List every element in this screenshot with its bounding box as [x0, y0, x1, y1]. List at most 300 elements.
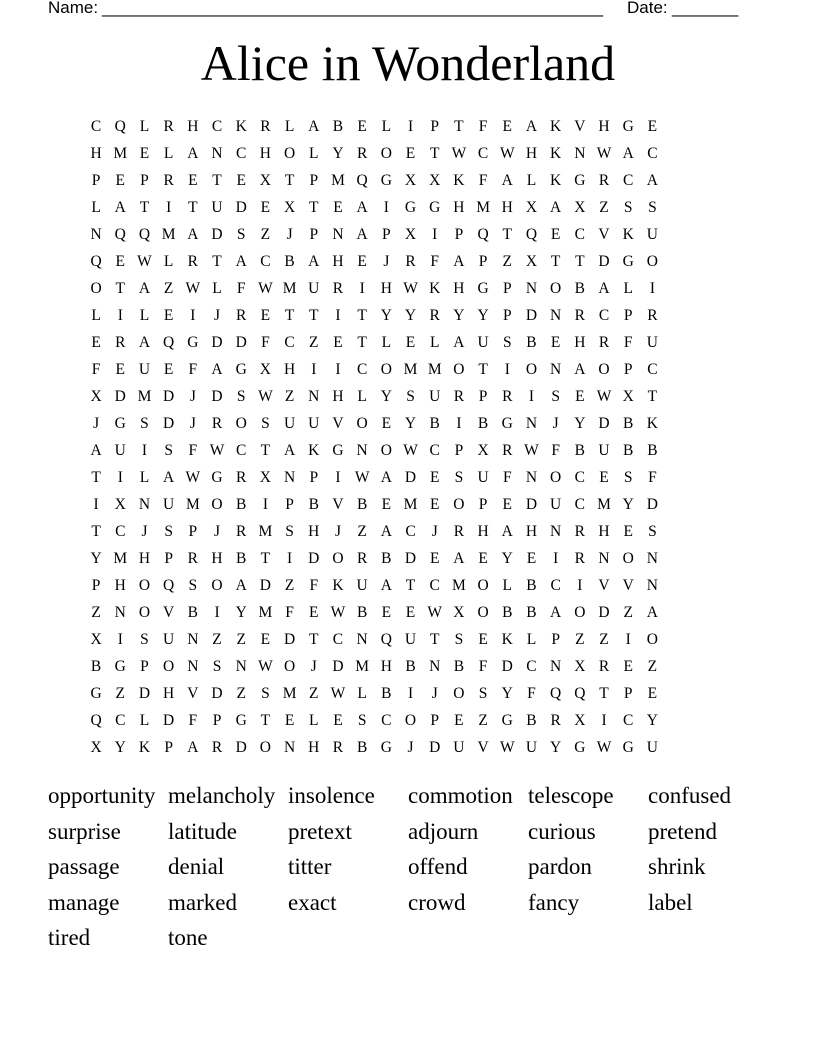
grid-letter: A: [235, 253, 247, 270]
grid-letter: G: [622, 253, 634, 270]
grid-letter: X: [259, 361, 271, 378]
grid-letter: P: [623, 307, 633, 324]
grid-letter: X: [429, 172, 441, 189]
grid-letter: H: [308, 739, 320, 756]
grid-letter: W: [330, 685, 346, 702]
grid-letter: H: [525, 145, 538, 162]
grid-letter: J: [286, 226, 293, 243]
grid-row: [84, 302, 734, 329]
grid-letter: O: [90, 280, 102, 297]
grid-row: [84, 653, 734, 680]
grid-letter: M: [403, 496, 418, 513]
word-list: [48, 778, 768, 956]
grid-letter: P: [478, 388, 488, 405]
grid-letter: B: [381, 685, 392, 702]
grid-letter: R: [356, 145, 368, 162]
grid-letter: U: [477, 334, 489, 351]
grid-letter: O: [646, 631, 658, 648]
word-list-item: fancy: [528, 889, 580, 915]
grid-letter: L: [526, 631, 537, 648]
grid-letter: W: [258, 388, 273, 405]
grid-letter: W: [185, 280, 201, 297]
word-list-item: telescope: [528, 783, 614, 808]
name-blank-line: _____________________________________________________: [102, 0, 604, 17]
grid-letter: I: [649, 280, 655, 297]
grid-letter: U: [525, 739, 538, 756]
grid-letter: L: [163, 253, 174, 270]
grid-letter: E: [381, 415, 392, 432]
grid-letter: B: [429, 415, 440, 432]
grid-letter: C: [477, 145, 489, 162]
grid-letter: A: [574, 361, 586, 378]
grid-letter: Y: [501, 685, 513, 702]
word-list-item: tone: [168, 925, 208, 950]
word-list-item: pardon: [528, 854, 592, 879]
grid-letter: G: [574, 172, 586, 189]
grid-letter: O: [404, 712, 417, 729]
grid-letter: O: [235, 415, 247, 432]
grid-letter: X: [453, 604, 465, 621]
grid-letter: T: [357, 334, 367, 351]
grid-letter: B: [308, 496, 319, 513]
grid-letter: D: [404, 469, 417, 486]
grid-letter: X: [525, 253, 538, 270]
grid-letter: A: [235, 577, 247, 594]
grid-letter: Y: [404, 307, 417, 324]
grid-letter: R: [598, 334, 610, 351]
grid-letter: Y: [501, 550, 513, 567]
grid-letter: G: [380, 739, 392, 756]
grid-letter: A: [356, 226, 368, 243]
grid-letter: Q: [90, 253, 102, 270]
grid-letter: K: [501, 631, 513, 648]
grid-letter: R: [598, 658, 610, 675]
grid-letter: A: [646, 172, 658, 189]
grid-letter: Z: [91, 604, 101, 621]
grid-letter: I: [190, 307, 196, 324]
grid-letter: Z: [260, 226, 271, 243]
grid-letter: S: [236, 388, 246, 405]
grid-letter: V: [332, 415, 344, 432]
grid-letter: H: [163, 685, 175, 702]
grid-letter: T: [260, 712, 271, 729]
grid-letter: E: [115, 361, 126, 378]
grid-letter: N: [598, 550, 610, 567]
grid-letter: X: [574, 199, 586, 216]
grid-letter: H: [453, 199, 465, 216]
grid-letter: K: [332, 577, 344, 594]
grid-letter: U: [163, 631, 175, 648]
grid-letter: L: [139, 469, 150, 486]
grid-row: [84, 356, 734, 383]
grid-letter: S: [623, 199, 633, 216]
grid-letter: R: [574, 523, 586, 540]
grid-letter: E: [309, 604, 319, 621]
grid-letter: N: [646, 550, 658, 567]
grid-letter: R: [429, 307, 440, 324]
grid-letter: M: [403, 361, 418, 378]
grid-letter: W: [330, 604, 346, 621]
grid-letter: G: [477, 280, 489, 297]
grid-letter: G: [501, 415, 513, 432]
grid-letter: R: [356, 550, 368, 567]
grid-letter: P: [382, 226, 391, 243]
grid-letter: H: [332, 253, 344, 270]
grid-letter: A: [646, 604, 658, 621]
grid-letter: A: [356, 199, 368, 216]
grid-letter: B: [502, 604, 513, 621]
grid-letter: A: [138, 334, 151, 351]
grid-letter: B: [356, 604, 368, 621]
grid-letter: F: [188, 442, 198, 459]
grid-row: [84, 437, 734, 464]
grid-letter: C: [284, 334, 295, 351]
grid-row: [84, 140, 734, 167]
grid-letter: H: [501, 199, 513, 216]
grid-letter: T: [212, 253, 222, 270]
grid-letter: C: [429, 442, 440, 459]
grid-letter: P: [164, 550, 173, 567]
grid-letter: T: [405, 577, 416, 594]
grid-letter: N: [283, 469, 296, 486]
grid-letter: B: [284, 253, 295, 270]
grid-letter: B: [356, 739, 368, 756]
grid-letter: P: [91, 577, 101, 594]
grid-letter: C: [647, 145, 658, 162]
grid-letter: U: [453, 739, 465, 756]
grid-letter: S: [502, 334, 512, 351]
grid-letter: Z: [284, 577, 295, 594]
grid-letter: C: [574, 469, 586, 486]
grid-letter: O: [138, 604, 151, 621]
grid-letter: N: [187, 631, 199, 648]
grid-letter: P: [454, 442, 464, 459]
grid-letter: J: [431, 523, 438, 540]
grid-letter: B: [187, 604, 199, 621]
grid-letter: Z: [599, 631, 609, 648]
grid-letter: I: [407, 685, 414, 702]
grid-letter: G: [235, 361, 247, 378]
grid-letter: S: [648, 523, 657, 540]
grid-letter: F: [502, 469, 512, 486]
grid-letter: D: [114, 388, 126, 405]
grid-row: [84, 599, 734, 626]
grid-letter: X: [114, 496, 126, 513]
grid-letter: E: [429, 550, 440, 567]
grid-letter: S: [140, 415, 149, 432]
grid-letter: N: [525, 280, 538, 297]
grid-letter: G: [574, 739, 586, 756]
grid-letter: H: [574, 334, 586, 351]
grid-letter: O: [380, 361, 392, 378]
word-list-item: confused: [648, 783, 732, 808]
grid-letter: Y: [574, 415, 586, 432]
grid-letter: N: [138, 496, 151, 513]
grid-letter: S: [551, 388, 560, 405]
grid-row: [84, 680, 734, 707]
grid-letter: U: [163, 496, 175, 513]
grid-letter: M: [427, 361, 442, 378]
grid-letter: B: [477, 415, 489, 432]
grid-letter: Z: [599, 199, 609, 216]
grid-letter: W: [596, 739, 612, 756]
grid-letter: D: [163, 388, 175, 405]
grid-letter: Z: [575, 631, 585, 648]
grid-letter: E: [429, 469, 440, 486]
grid-letter: O: [332, 550, 344, 567]
grid-letter: L: [284, 118, 295, 135]
grid-letter: A: [453, 253, 465, 270]
grid-letter: P: [164, 739, 173, 756]
grid-letter: F: [188, 712, 198, 729]
grid-letter: A: [598, 280, 610, 297]
header: [48, 0, 748, 20]
grid-letter: Q: [114, 226, 126, 243]
grid-letter: E: [599, 469, 609, 486]
grid-letter: G: [622, 118, 634, 135]
grid-letter: A: [501, 172, 513, 189]
grid-letter: Z: [309, 685, 319, 702]
grid-letter: E: [429, 496, 440, 513]
grid-letter: E: [357, 118, 367, 135]
grid-letter: D: [138, 685, 151, 702]
grid-letter: Y: [114, 739, 126, 756]
grid-letter: R: [260, 118, 271, 135]
grid-letter: Y: [477, 307, 489, 324]
grid-letter: J: [334, 523, 341, 540]
grid-letter: L: [139, 307, 150, 324]
word-list-item: marked: [168, 889, 237, 915]
grid-letter: A: [187, 226, 199, 243]
grid-letter: U: [550, 496, 562, 513]
grid-letter: B: [574, 442, 586, 459]
grid-letter: N: [114, 604, 126, 621]
grid-letter: E: [526, 550, 537, 567]
grid-letter: I: [335, 361, 341, 378]
grid-letter: X: [259, 469, 271, 486]
word-list-item: melancholy: [168, 783, 276, 808]
grid-letter: L: [212, 280, 222, 297]
grid-letter: A: [550, 199, 562, 216]
grid-letter: H: [380, 280, 392, 297]
grid-letter: S: [164, 442, 173, 459]
word-list-item: insolence: [288, 783, 375, 808]
grid-letter: Q: [380, 631, 392, 648]
grid-letter: M: [282, 280, 297, 297]
grid-letter: W: [596, 388, 612, 405]
grid-letter: Y: [235, 604, 247, 621]
grid-letter: B: [332, 118, 344, 135]
grid-letter: G: [404, 199, 417, 216]
grid-letter: U: [646, 739, 658, 756]
word-list-item: surprise: [48, 818, 121, 844]
grid-letter: R: [574, 550, 586, 567]
grid-letter: F: [551, 442, 560, 459]
grid-letter: A: [380, 523, 392, 540]
grid-letter: O: [477, 577, 489, 594]
grid-letter: B: [405, 658, 416, 675]
grid-letter: D: [235, 199, 247, 216]
grid-letter: Q: [138, 226, 151, 243]
grid-letter: L: [381, 334, 392, 351]
letter-grid: [84, 113, 734, 761]
grid-letter: A: [453, 550, 465, 567]
grid-letter: J: [141, 523, 148, 540]
grid-letter: N: [187, 658, 199, 675]
grid-letter: J: [93, 415, 100, 432]
grid-letter: D: [235, 334, 247, 351]
grid-row: [84, 221, 734, 248]
grid-letter: R: [453, 523, 465, 540]
grid-letter: K: [235, 118, 247, 135]
grid-letter: W: [596, 145, 612, 162]
grid-letter: E: [550, 334, 561, 351]
grid-letter: H: [477, 523, 489, 540]
grid-letter: F: [478, 118, 488, 135]
grid-letter: P: [309, 226, 319, 243]
grid-letter: I: [456, 415, 462, 432]
grid-letter: K: [550, 118, 562, 135]
grid-letter: C: [115, 712, 126, 729]
grid-letter: N: [332, 226, 344, 243]
grid-letter: W: [185, 469, 201, 486]
grid-letter: B: [236, 550, 247, 567]
grid-letter: G: [114, 658, 126, 675]
grid-letter: I: [141, 442, 148, 459]
grid-letter: P: [623, 685, 633, 702]
grid-letter: R: [236, 523, 247, 540]
grid-letter: Z: [309, 334, 319, 351]
grid-letter: B: [381, 550, 392, 567]
grid-letter: Y: [332, 145, 344, 162]
grid-letter: P: [188, 523, 198, 540]
grid-letter: Q: [114, 118, 126, 135]
grid-row: [84, 275, 734, 302]
grid-letter: C: [211, 118, 223, 135]
grid-letter: B: [623, 415, 634, 432]
grid-letter: E: [188, 172, 198, 189]
grid-letter: W: [499, 145, 515, 162]
word-list-item: adjourn: [408, 818, 479, 844]
grid-letter: M: [258, 604, 273, 621]
word-list-item: offend: [408, 854, 468, 879]
grid-letter: U: [356, 577, 368, 594]
grid-letter: U: [404, 631, 417, 648]
grid-letter: C: [526, 658, 537, 675]
grid-letter: L: [91, 307, 101, 324]
grid-letter: M: [355, 658, 370, 675]
grid-row: [84, 464, 734, 491]
grid-letter: S: [212, 658, 222, 675]
grid-letter: O: [283, 658, 296, 675]
grid-letter: I: [93, 496, 99, 513]
grid-letter: D: [598, 415, 610, 432]
grid-letter: J: [552, 415, 559, 432]
grid-letter: K: [646, 415, 658, 432]
grid-letter: W: [451, 145, 467, 162]
grid-letter: I: [553, 550, 559, 567]
grid-letter: S: [188, 577, 198, 594]
grid-row: [84, 545, 734, 572]
grid-letter: F: [285, 604, 294, 621]
grid-letter: R: [211, 739, 223, 756]
grid-letter: S: [140, 631, 149, 648]
grid-letter: J: [189, 415, 196, 432]
grid-letter: A: [453, 334, 465, 351]
grid-letter: I: [432, 226, 438, 243]
grid-letter: O: [211, 496, 223, 513]
grid-letter: T: [212, 172, 222, 189]
grid-letter: O: [646, 253, 658, 270]
grid-letter: V: [332, 496, 344, 513]
grid-letter: C: [90, 118, 102, 135]
grid-row: [84, 572, 734, 599]
grid-letter: G: [211, 469, 223, 486]
grid-row: [84, 410, 734, 437]
grid-letter: R: [236, 469, 247, 486]
grid-letter: J: [310, 658, 317, 675]
grid-letter: N: [90, 226, 102, 243]
grid-letter: V: [622, 577, 634, 594]
grid-letter: A: [114, 199, 126, 216]
grid-letter: F: [261, 334, 270, 351]
grid-letter: F: [623, 334, 633, 351]
grid-letter: S: [648, 199, 657, 216]
grid-letter: M: [258, 523, 273, 540]
grid-letter: O: [453, 361, 465, 378]
grid-letter: A: [211, 361, 223, 378]
grid-row: [84, 707, 734, 734]
grid-letter: S: [454, 631, 464, 648]
grid-letter: Z: [163, 280, 174, 297]
grid-letter: D: [646, 496, 658, 513]
word-list-item: opportunity: [48, 783, 156, 808]
grid-letter: Z: [236, 685, 246, 702]
grid-letter: J: [407, 739, 414, 756]
grid-letter: R: [647, 307, 658, 324]
grid-letter: D: [235, 739, 247, 756]
grid-letter: O: [163, 658, 175, 675]
grid-letter: N: [308, 388, 320, 405]
grid-letter: O: [259, 739, 271, 756]
grid-letter: T: [357, 307, 367, 324]
grid-letter: R: [211, 415, 223, 432]
grid-letter: J: [383, 253, 390, 270]
grid-letter: U: [477, 469, 489, 486]
grid-letter: N: [356, 442, 368, 459]
grid-letter: W: [258, 280, 273, 297]
grid-letter: U: [114, 442, 126, 459]
grid-letter: Z: [502, 253, 513, 270]
word-list-item: label: [648, 889, 693, 915]
grid-letter: C: [356, 361, 368, 378]
grid-letter: D: [163, 712, 175, 729]
grid-letter: L: [623, 280, 633, 297]
grid-letter: E: [260, 199, 271, 216]
grid-letter: C: [574, 226, 586, 243]
grid-letter: E: [139, 145, 150, 162]
grid-letter: V: [187, 685, 199, 702]
word-list-item: crowd: [408, 889, 466, 915]
grid-letter: P: [285, 496, 294, 513]
grid-letter: M: [476, 199, 490, 216]
grid-letter: Q: [356, 172, 368, 189]
grid-letter: E: [647, 685, 658, 702]
grid-letter: Q: [477, 226, 489, 243]
grid-letter: C: [550, 577, 561, 594]
grid-letter: A: [308, 118, 320, 135]
grid-letter: B: [526, 334, 537, 351]
